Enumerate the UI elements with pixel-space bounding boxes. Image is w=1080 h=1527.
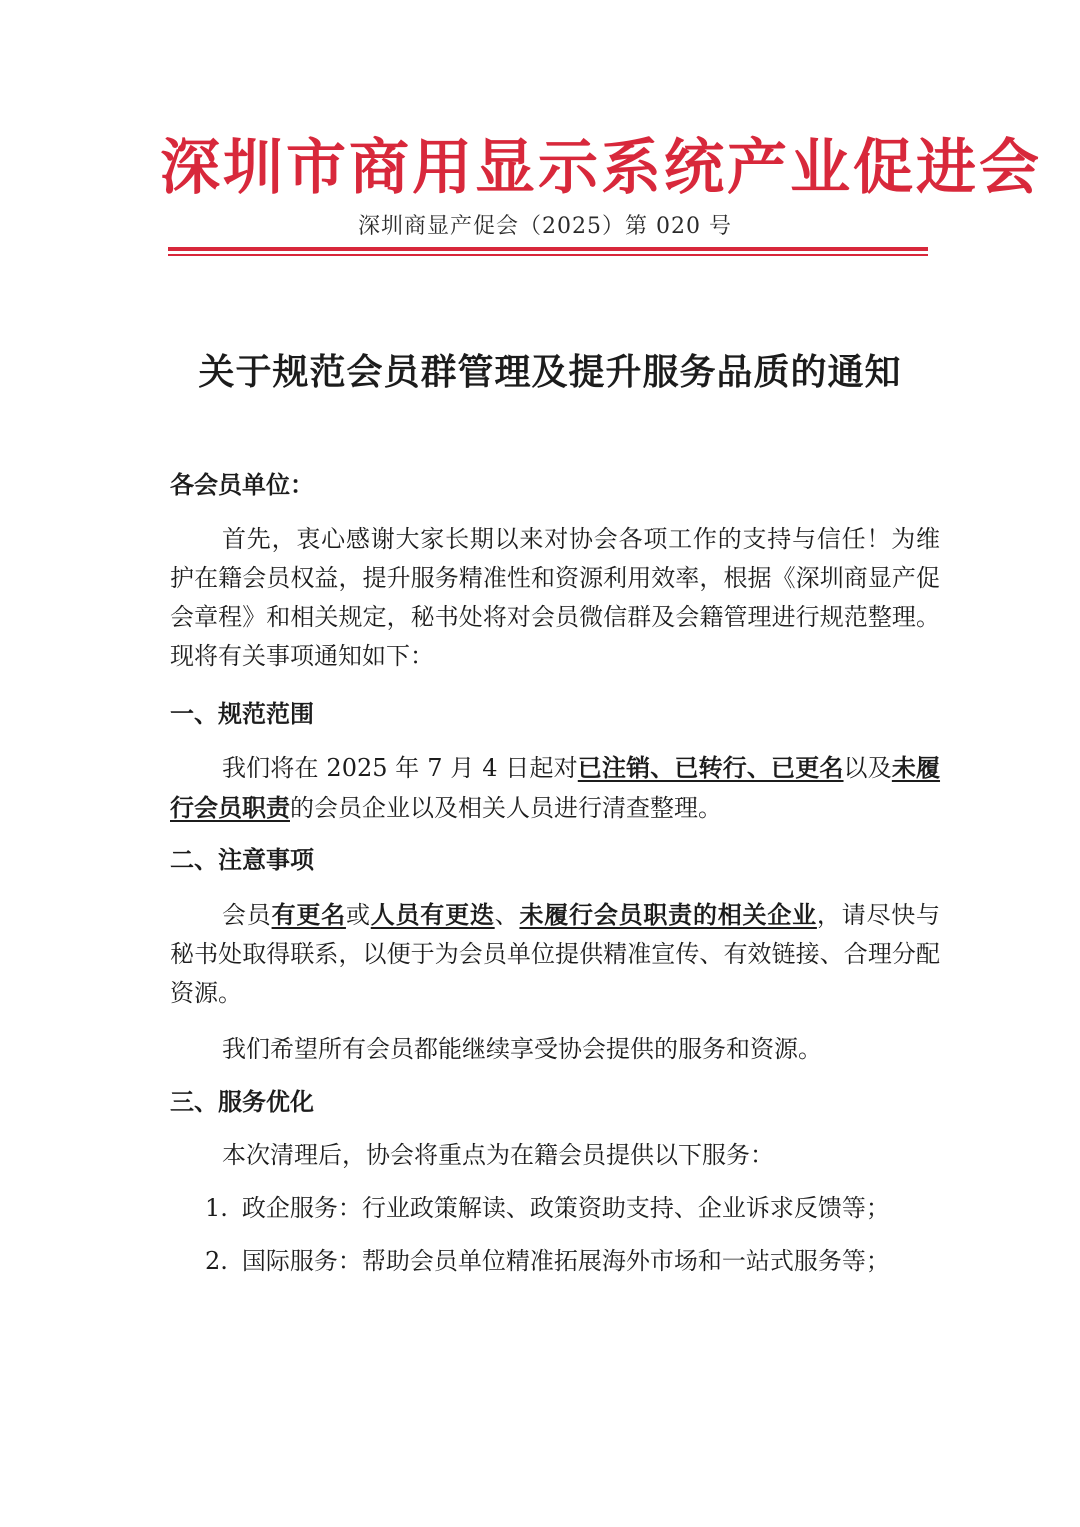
- section1-highlight-a: 已注销、已转行、已更名: [577, 753, 844, 782]
- section2-paragraph: [170, 895, 940, 1013]
- list-item-number: 2.: [205, 1247, 228, 1275]
- org-masthead: 深圳市商用显示系统产业促进会: [160, 133, 1042, 203]
- list-item-number: 1.: [205, 1194, 228, 1222]
- section1-text-b: 以及: [843, 754, 892, 782]
- header-rule-thin: [168, 254, 928, 256]
- section1-text-c: 的会员企业以及相关人员进行清查整理。: [290, 794, 722, 822]
- service-list-item: [205, 1242, 945, 1281]
- section2-text-c: 、: [494, 901, 520, 929]
- section3-heading: 三、服务优化: [170, 1087, 314, 1116]
- notice-title: 关于规范会员群管理及提升服务品质的通知: [198, 351, 902, 393]
- section1-highlight-b: 未履行会员职责: [170, 753, 941, 822]
- section2-closing: 我们希望所有会员都能继续享受协会提供的服务和资源。: [222, 1035, 822, 1063]
- list-item-text: 国际服务：帮助会员单位精准拓展海外市场和一站式服务等；: [241, 1247, 890, 1275]
- section1-paragraph: [170, 748, 940, 828]
- section1-text-a: 我们将在 2025 年 7 月 4 日起对: [222, 754, 578, 782]
- list-item-text: 政企服务：行业政策解读、政策资助支持、企业诉求反馈等；: [241, 1194, 890, 1222]
- section3-intro: 本次清理后，协会将重点为在籍会员提供以下服务：: [222, 1141, 774, 1169]
- section2-heading: 二、注意事项: [170, 845, 314, 874]
- section2-highlight-a: 有更名: [271, 900, 346, 929]
- section2-highlight-c: 未履行会员职责的相关企业: [519, 900, 817, 929]
- header-rule-thick: [168, 247, 928, 251]
- salutation: 各会员单位：: [170, 470, 314, 499]
- intro-paragraph: 首先，衷心感谢大家长期以来对协会各项工作的支持与信任！为维护在籍会员权益，提升服务精准性和资源利用效率，根据《深圳商显产促会章程》和相关规定，秘书处将对会员微信群及会籍管理进行规范整理。现将有关事项通知如下：: [170, 525, 940, 670]
- section2-highlight-b: 人员有更迭: [370, 900, 495, 929]
- document-number: 深圳商显产促会（2025）第 020 号: [358, 214, 732, 239]
- section2-text-b: 或: [345, 901, 371, 929]
- service-list-item: [205, 1189, 945, 1228]
- section1-heading: 一、规范范围: [170, 699, 314, 728]
- section2-text-a: 会员: [222, 901, 272, 929]
- section2-text-d: ，请尽快与秘书处取得联系，以便于为会员单位提供精准宣传、有效链接、合理分配资源。: [170, 901, 941, 1007]
